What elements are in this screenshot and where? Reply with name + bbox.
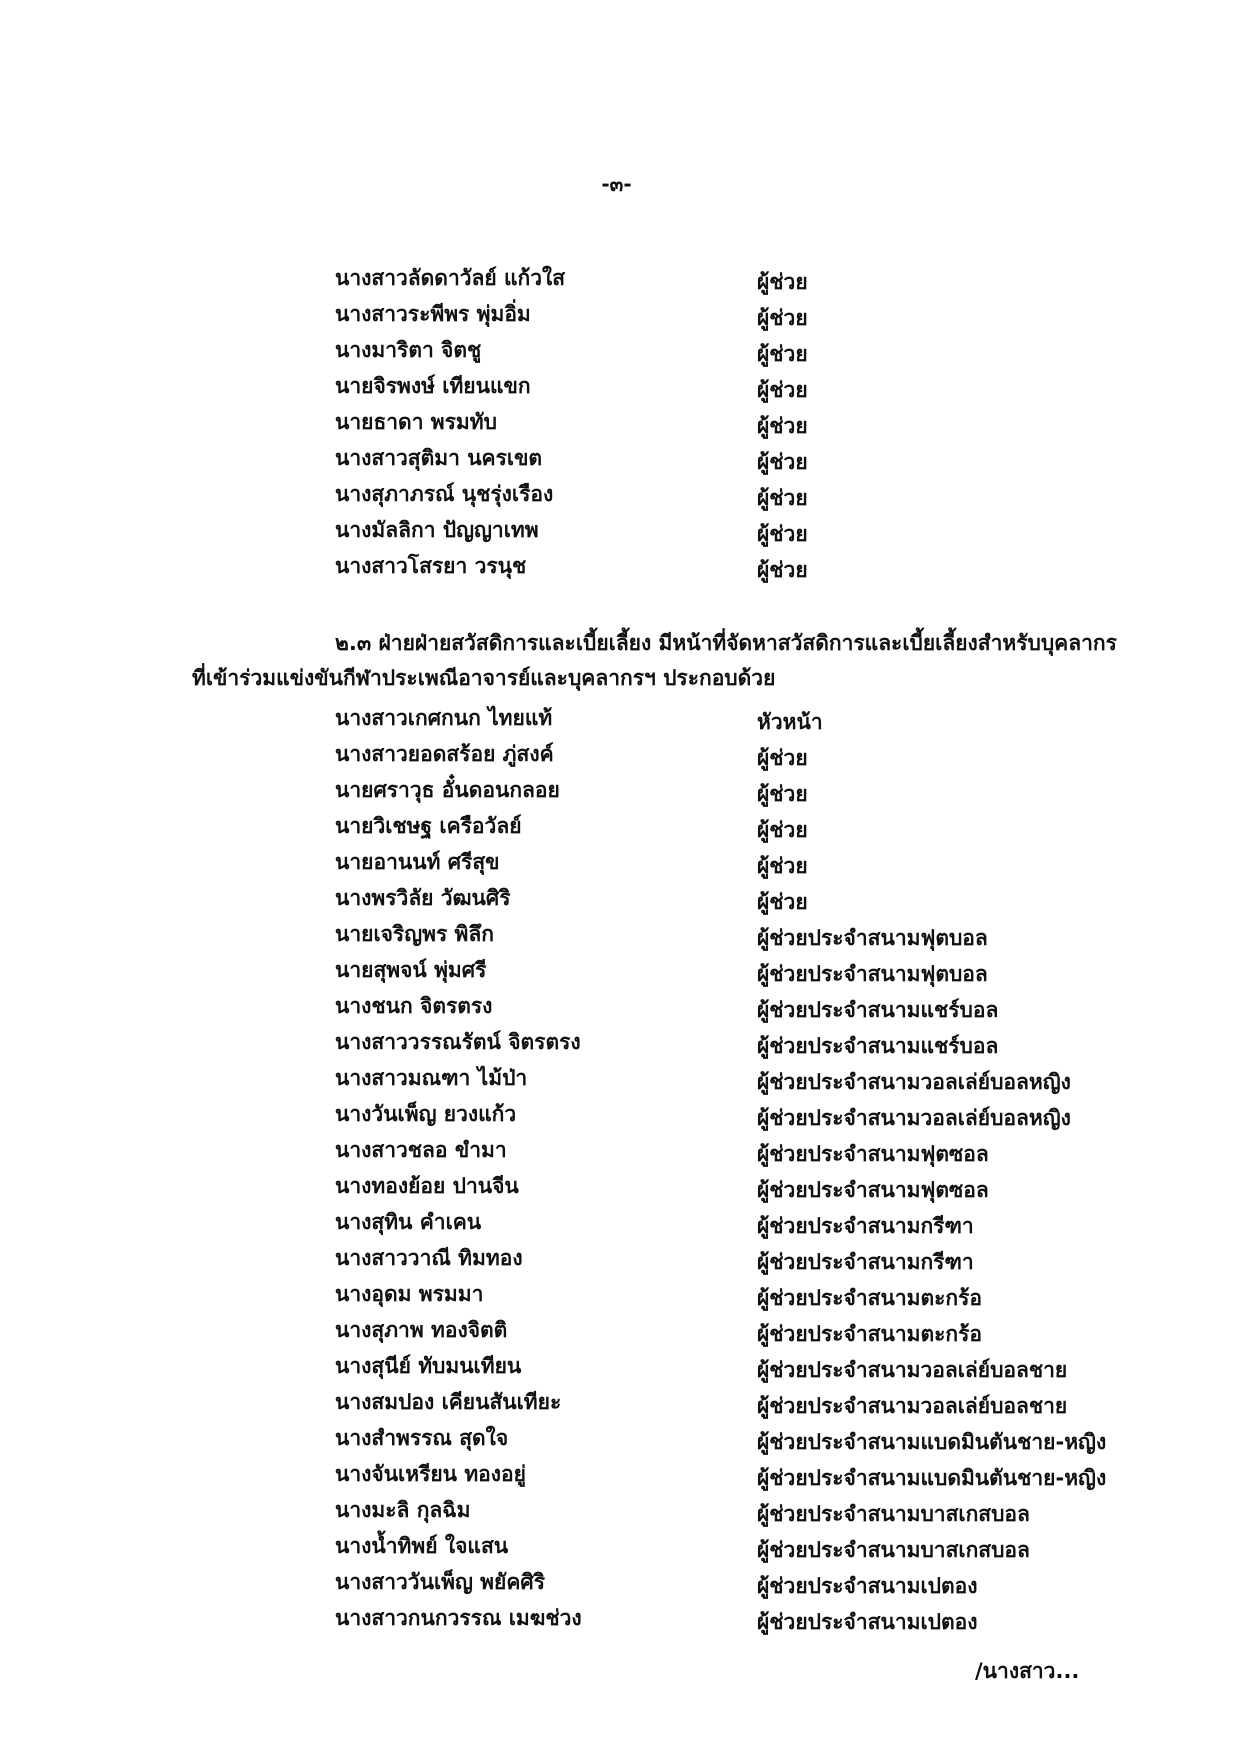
person-name: นางสาวโสรยา วรนุช [335, 554, 527, 578]
person-role: ผู้ช่วย [757, 558, 808, 582]
person-name: นางสาวยอดสร้อย ภู่สงค์ [335, 742, 554, 766]
list-item [335, 1060, 1155, 1096]
person-name: นางสาวมณฑา ไม้ป่า [335, 1066, 528, 1090]
person-role: ผู้ช่วยประจำสนามแชร์บอล [757, 1034, 999, 1058]
person-role: ผู้ช่วยประจำสนามวอลเล่ย์บอลชาย [757, 1394, 1068, 1418]
person-role: ผู้ช่วยประจำสนามฟุตซอล [757, 1142, 989, 1166]
person-name: นางทองย้อย ปานจีน [335, 1174, 519, 1198]
list-item [335, 736, 1155, 772]
person-role: ผู้ช่วยประจำสนามเปตอง [757, 1610, 978, 1634]
person-name: นางสาวลัดดาวัลย์ แก้วใส [335, 266, 566, 290]
list-item [335, 1456, 1155, 1492]
list-item [335, 476, 1155, 512]
person-name: นางสาวสุติมา นครเขต [335, 446, 543, 470]
list-item [335, 548, 1155, 584]
section-2-3-description [192, 626, 1152, 696]
person-name: นางพรวิลัย วัฒนศิริ [335, 886, 511, 910]
person-role: ผู้ช่วยประจำสนามวอลเล่ย์บอลหญิง [757, 1070, 1071, 1094]
person-name: นายศราวุธ อั๋นดอนกลอย [335, 778, 560, 802]
person-role: ผู้ช่วย [757, 782, 808, 806]
person-name: นางมัลลิกา ปัญญาเทพ [335, 518, 539, 542]
list-item [335, 952, 1155, 988]
list-item [335, 808, 1155, 844]
person-name: นางสุทิน คำเคน [335, 1210, 482, 1234]
person-role: หัวหน้า [757, 710, 823, 734]
section-continuation-line: ที่เข้าร่วมแข่งขันกีฬาประเพณีอาจารย์และบุคลากรฯ ประกอบด้วย [192, 666, 776, 690]
person-role: ผู้ช่วยประจำสนามวอลเล่ย์บอลชาย [757, 1358, 1068, 1382]
person-name: นายอานนท์ ศรีสุข [335, 850, 500, 874]
list-item [335, 1240, 1155, 1276]
list-item [335, 1312, 1155, 1348]
person-name: นายสุพจน์ พุ่มศรี [335, 958, 487, 982]
list-item [335, 916, 1155, 952]
staff-list-welfare [335, 700, 1155, 1636]
person-role: ผู้ช่วย [757, 486, 808, 510]
person-role: ผู้ช่วย [757, 890, 808, 914]
person-role: ผู้ช่วยประจำสนามบาสเกสบอล [757, 1502, 1030, 1526]
list-item [335, 1348, 1155, 1384]
list-item [335, 700, 1155, 736]
list-item [335, 844, 1155, 880]
person-role: ผู้ช่วยประจำสนามแบดมินตันชาย-หญิง [757, 1430, 1107, 1454]
list-item [335, 512, 1155, 548]
continuation-marker: /นางสาว... [975, 1659, 1080, 1683]
person-name: นางวันเพ็ญ ยวงแก้ว [335, 1102, 517, 1126]
person-role: ผู้ช่วย [757, 342, 808, 366]
person-name: นางมาริตา จิตชู [335, 338, 482, 362]
person-role: ผู้ช่วยประจำสนามกรีฑา [757, 1214, 974, 1238]
person-name: นางสำพรรณ สุดใจ [335, 1426, 509, 1450]
person-name: นางสมปอง เคียนสันเทียะ [335, 1390, 562, 1414]
person-name: นางสาววันเพ็ญ พยัคศิริ [335, 1570, 545, 1594]
person-role: ผู้ช่วย [757, 306, 808, 330]
list-item [335, 1600, 1155, 1636]
person-name: นางน้ำทิพย์ ใจแสน [335, 1534, 509, 1558]
list-item [335, 880, 1155, 916]
list-item [335, 368, 1155, 404]
person-name: นางสาวชลอ ขำมา [335, 1138, 507, 1162]
person-name: นายจิรพงษ์ เทียนแขก [335, 374, 531, 398]
list-item [335, 1420, 1155, 1456]
person-name: นายธาดา พรมทับ [335, 410, 497, 434]
person-role: ผู้ช่วยประจำสนามฟุตซอล [757, 1178, 989, 1202]
page-number: -๓- [601, 172, 632, 196]
list-item [335, 1528, 1155, 1564]
section-heading-line: ๒.๓ ฝ่ายฝ่ายสวัสดิการและเบี้ยเลี้ยง มีหน้าที่จัดหาสวัสดิการและเบี้ยเลี้ยงสำหรับบุคลากร [335, 631, 1117, 655]
list-item [335, 332, 1155, 368]
list-item [335, 296, 1155, 332]
person-name: นางมะลิ กุลฉิม [335, 1498, 471, 1522]
person-role: ผู้ช่วย [757, 818, 808, 842]
list-item [335, 772, 1155, 808]
person-role: ผู้ช่วยประจำสนามวอลเล่ย์บอลหญิง [757, 1106, 1071, 1130]
person-role: ผู้ช่วย [757, 414, 808, 438]
person-role: ผู้ช่วย [757, 854, 808, 878]
person-role: ผู้ช่วย [757, 522, 808, 546]
list-item [335, 1096, 1155, 1132]
person-role: ผู้ช่วยประจำสนามบาสเกสบอล [757, 1538, 1030, 1562]
person-name: นางสาววรรณรัตน์ จิตรตรง [335, 1030, 581, 1054]
list-item [335, 440, 1155, 476]
person-role: ผู้ช่วยประจำสนามฟุตบอล [757, 962, 988, 986]
person-name: นางสาวเกศกนก ไทยแท้ [335, 706, 553, 730]
list-item [335, 1276, 1155, 1312]
list-item [335, 1384, 1155, 1420]
person-role: ผู้ช่วยประจำสนามแบดมินตันชาย-หญิง [757, 1466, 1107, 1490]
list-item [335, 1492, 1155, 1528]
person-name: นายเจริญพร พิลึก [335, 922, 494, 946]
person-role: ผู้ช่วยประจำสนามกรีฑา [757, 1250, 974, 1274]
person-role: ผู้ช่วย [757, 746, 808, 770]
person-name: นางสาววาณี ทิมทอง [335, 1246, 523, 1270]
person-name: นางสุภาภรณ์ นุชรุ่งเรือง [335, 482, 554, 506]
person-role: ผู้ช่วยประจำสนามตะกร้อ [757, 1286, 982, 1310]
person-name: นายวิเชษฐ เครือวัลย์ [335, 814, 522, 838]
staff-list-assistants [335, 260, 1155, 584]
list-item [335, 260, 1155, 296]
person-name: นางชนก จิตรตรง [335, 994, 493, 1018]
person-name: นางสาวระพีพร พุ่มอิ่ม [335, 302, 531, 326]
list-item [335, 1024, 1155, 1060]
list-item [335, 1168, 1155, 1204]
person-name: นางจันเหรียน ทองอยู่ [335, 1462, 526, 1486]
list-item [335, 1132, 1155, 1168]
list-item [335, 404, 1155, 440]
person-role: ผู้ช่วยประจำสนามแชร์บอล [757, 998, 999, 1022]
person-role: ผู้ช่วย [757, 378, 808, 402]
list-item [335, 1204, 1155, 1240]
person-role: ผู้ช่วย [757, 270, 808, 294]
person-role: ผู้ช่วยประจำสนามตะกร้อ [757, 1322, 982, 1346]
person-role: ผู้ช่วยประจำสนามเปตอง [757, 1574, 978, 1598]
person-name: นางสุนีย์ ทับมนเทียน [335, 1354, 522, 1378]
person-name: นางอุดม พรมมา [335, 1282, 484, 1306]
list-item [335, 988, 1155, 1024]
person-name: นางสาวกนกวรรณ เมฆช่วง [335, 1606, 582, 1630]
person-role: ผู้ช่วย [757, 450, 808, 474]
list-item [335, 1564, 1155, 1600]
person-role: ผู้ช่วยประจำสนามฟุตบอล [757, 926, 988, 950]
person-name: นางสุภาพ ทองจิตติ [335, 1318, 508, 1342]
